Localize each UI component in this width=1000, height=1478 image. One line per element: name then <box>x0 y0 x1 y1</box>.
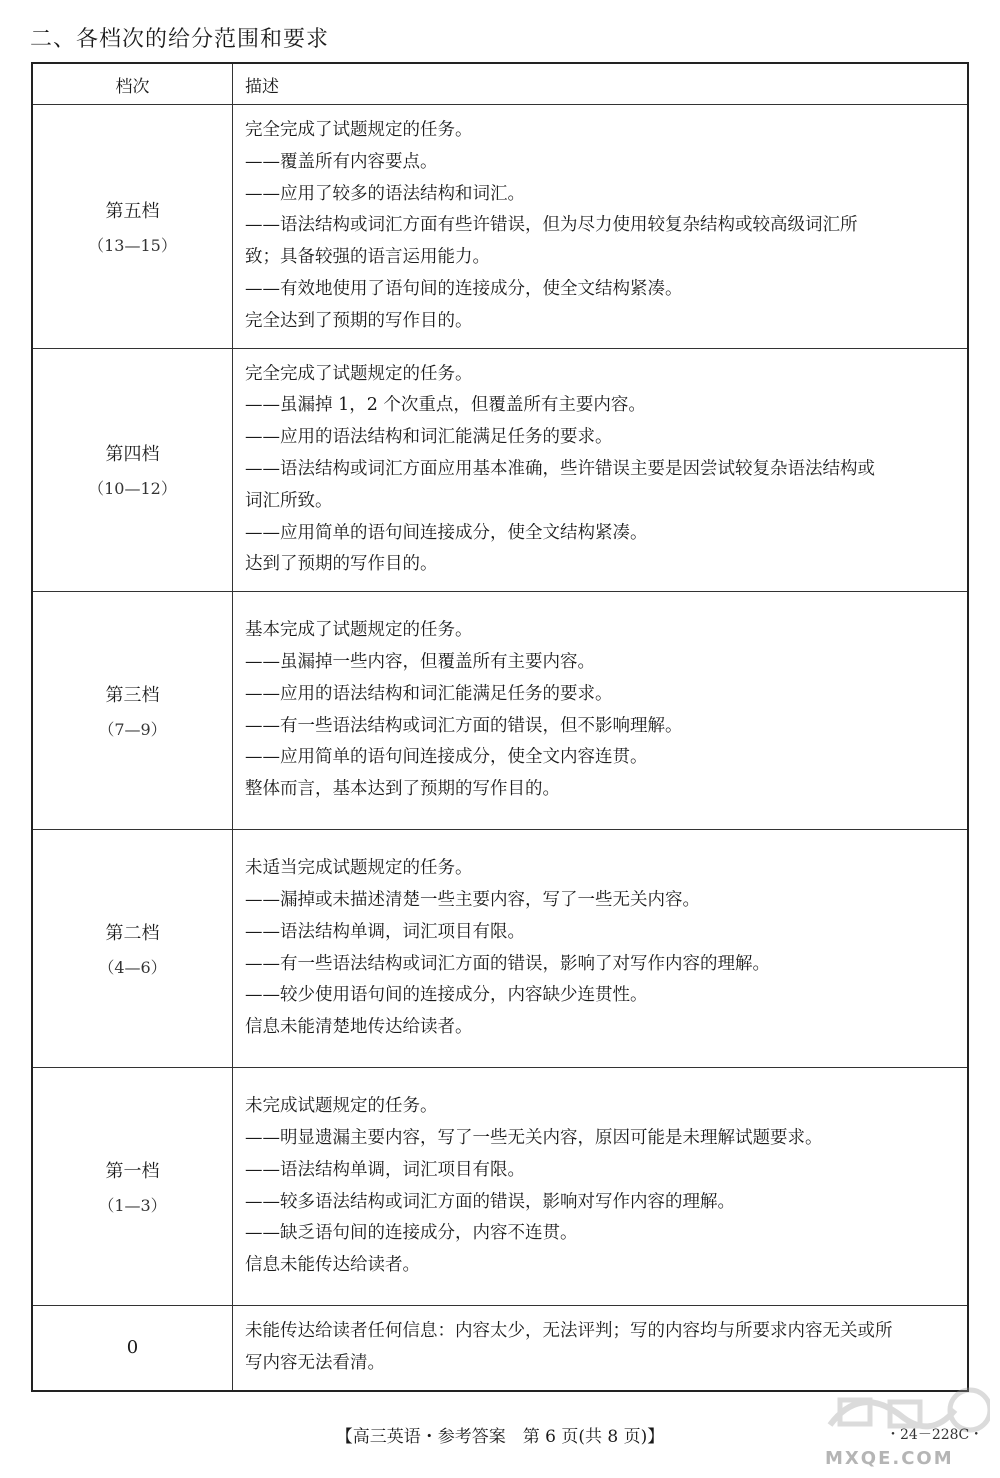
level-name: 第二档 <box>105 923 160 945</box>
level-cell <box>32 348 233 592</box>
table-row <box>32 592 968 830</box>
level-range: （13—15） <box>88 235 177 255</box>
description-cell <box>233 348 969 592</box>
description-line: ——应用简单的语句间连接成分，使全文内容连贯。 <box>245 747 648 768</box>
description-line: 词汇所致。 <box>245 490 333 511</box>
description-cell <box>233 592 969 830</box>
description-line: ——语法结构单调，词汇项目有限。 <box>245 1159 525 1180</box>
page-code: ・24－228C・ <box>886 1427 984 1443</box>
level-cell <box>32 1068 233 1306</box>
header-level: 档次 <box>32 63 233 105</box>
level-cell <box>32 830 233 1068</box>
description-line: ——有效地使用了语句间的连接成分，使全文结构紧凑。 <box>245 278 683 299</box>
description-line: ——应用简单的语句间连接成分，使全文结构紧凑。 <box>245 522 648 543</box>
description-line: 未能传达给读者任何信息：内容太少，无法评判；写的内容均与所要求内容无关或所 <box>245 1321 893 1342</box>
description-line: ——虽漏掉一些内容，但覆盖所有主要内容。 <box>245 652 595 673</box>
description-line: ——缺乏语句间的连接成分，内容不连贯。 <box>245 1223 578 1244</box>
description-line: 完全完成了试题规定的任务。 <box>245 363 473 384</box>
level-name: 0 <box>126 1337 139 1359</box>
table-row <box>32 348 968 592</box>
description-line: 基本完成了试题规定的任务。 <box>245 620 473 641</box>
description-line: ——应用的语法结构和词汇能满足任务的要求。 <box>245 683 613 704</box>
description-line: ——语法结构或词汇方面有些许错误，但为尽力使用较复杂结构或较高级词汇所 <box>245 215 858 236</box>
description-cell <box>233 1306 969 1391</box>
level-cell <box>32 1306 233 1391</box>
description-line: 未适当完成试题规定的任务。 <box>245 858 473 879</box>
description-line: 信息未能清楚地传达给读者。 <box>245 1017 473 1038</box>
level-range: （10—12） <box>88 479 177 499</box>
description-line: 写内容无法看清。 <box>245 1352 385 1373</box>
scoring-rubric-table <box>31 62 969 1392</box>
description-line: ——覆盖所有内容要点。 <box>245 151 438 172</box>
section-title: 二、各档次的给分范围和要求 <box>30 27 330 52</box>
description-line: ——有一些语法结构或词汇方面的错误，影响了对写作内容的理解。 <box>245 953 770 974</box>
description-line: ——有一些语法结构或词汇方面的错误，但不影响理解。 <box>245 715 683 736</box>
description-line: ——应用了较多的语法结构和词汇。 <box>245 183 525 204</box>
description-cell <box>233 1068 969 1306</box>
table-row <box>32 1068 968 1306</box>
description-line: ——漏掉或未描述清楚一些主要内容，写了一些无关内容。 <box>245 890 700 911</box>
level-name: 第五档 <box>105 200 160 222</box>
level-cell <box>32 592 233 830</box>
table-row <box>32 1306 968 1391</box>
level-cell <box>32 105 233 349</box>
level-name: 第一档 <box>105 1161 160 1183</box>
table-row <box>32 830 968 1068</box>
description-line: ——语法结构或词汇方面应用基本准确，些许错误主要是因尝试较复杂语法结构或 <box>245 458 875 479</box>
header-description: 描述 <box>233 63 969 105</box>
description-line: 完全达到了预期的写作目的。 <box>245 310 473 331</box>
watermark-text: MXQE.COM <box>825 1448 954 1469</box>
level-range: （1—3） <box>98 1196 167 1216</box>
description-line: ——语法结构单调，词汇项目有限。 <box>245 921 525 942</box>
description-line: ——较多语法结构或词汇方面的错误，影响对写作内容的理解。 <box>245 1191 735 1212</box>
description-line: 整体而言，基本达到了预期的写作目的。 <box>245 779 560 800</box>
level-range: （4—6） <box>98 958 167 978</box>
description-line: 未完成试题规定的任务。 <box>245 1096 438 1117</box>
description-line: 致；具备较强的语言运用能力。 <box>245 247 490 268</box>
description-line: ——应用的语法结构和词汇能满足任务的要求。 <box>245 427 613 448</box>
level-range: （7—9） <box>98 720 167 740</box>
description-line: 完全完成了试题规定的任务。 <box>245 120 473 140</box>
description-line: ——明显遗漏主要内容，写了一些无关内容，原因可能是未理解试题要求。 <box>245 1128 823 1149</box>
page-footer: 【高三英语・参考答案 第 6 页(共 8 页)】 <box>335 1427 665 1447</box>
description-cell <box>233 105 969 349</box>
table-row <box>32 105 968 349</box>
table-header-row <box>32 63 968 105</box>
description-cell <box>233 830 969 1068</box>
description-line: 达到了预期的写作目的。 <box>245 554 438 575</box>
description-line: ——虽漏掉 1，2 个次重点，但覆盖所有主要内容。 <box>245 395 646 416</box>
level-name: 第四档 <box>105 444 160 466</box>
description-line: 信息未能传达给读者。 <box>245 1255 420 1276</box>
level-name: 第三档 <box>105 685 160 707</box>
description-line: ——较少使用语句间的连接成分，内容缺少连贯性。 <box>245 985 648 1006</box>
